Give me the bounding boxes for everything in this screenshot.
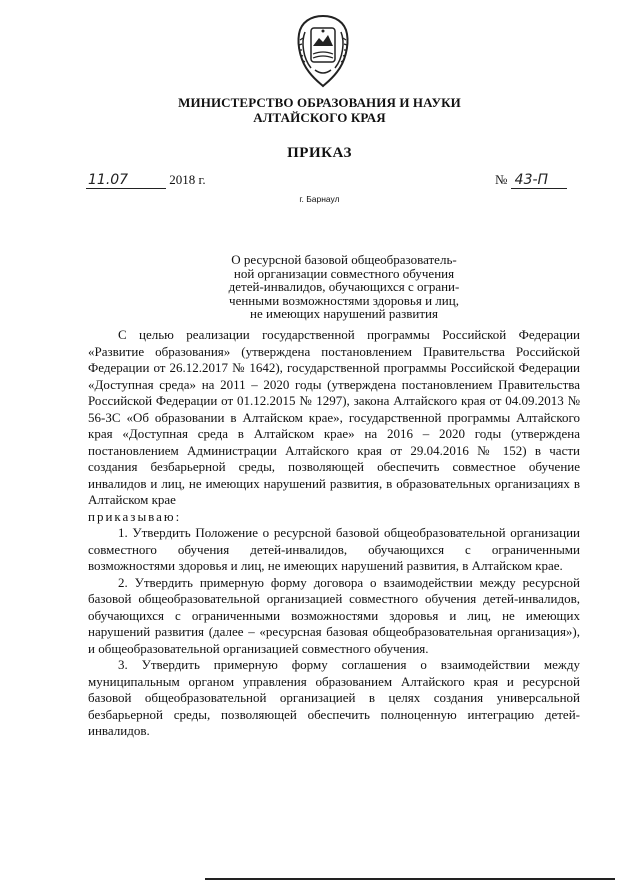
bottom-scan-edge [205,878,615,880]
city-label: г. Барнаул [299,194,340,204]
ministry-line-1: МИНИСТЕРСТВО ОБРАЗОВАНИЯ И НАУКИ [178,95,461,110]
handwritten-order-number: 43-П [511,172,567,189]
directive-word: приказываю: [88,508,182,524]
date-line [86,172,206,189]
subject-line: ной организации совместного обучения [233,265,455,281]
order-body [88,327,580,740]
year-suffix: 2018 г. [169,172,206,187]
ministry-header [0,95,639,125]
document-type-title: ПРИКАЗ [287,145,352,161]
order-item-2: 2. Утвердить примерную форму договора о взаимодействии между ресурсной базовой общеобразовательной организацией совместного обучения детей-инвалидов, обучающихся с ограниченными возможностями здоровья и лиц, не имеющих нарушений развития (далее – «ресурсная базовая общеобразовательная организация»), и общеобразовательной организацией совместного обучения. [88,574,580,656]
order-item-3: 3. Утвердить примерную форму соглашения о взаимодействии между муниципальным органом управления образованием Алтайского края и ресурсной базовой общеобразовательной организацией в целях создания универсальной безбарьерной среды, позволяющей обеспечить полноценную интеграцию детей-инвалидов. [88,657,580,738]
handwritten-date: 11.07 [86,172,166,189]
order-subject [203,253,485,321]
subject-line: не имеющих нарушений развития [250,306,438,321]
order-number-line [495,172,567,189]
subject-line: детей-инвалидов, обучающихся с ограни- [228,279,460,294]
coat-of-arms-emblem [291,12,355,90]
preamble-paragraph: С целью реализации государственной программы Российской Федерации «Развитие образования» (утверждена постановлением Правительства Российской Федерации от 26.12.2017 № 1642), государственной программы Российской Федерации «Доступная среда» на 2011 – 2020 годы (утверждена постановлением Правительства Российской Федерации от 01.12.2015 № 1297), закона Алтайского края от 04.09.2013 № 56-ЗС «Об образовании в Алтайском крае», государственной программы Алтайского края «Доступная среда в Алтайском крае» на 2016 – 2020 годы (утверждена постановлением Администрации Алтайского края от 29.04.2016 № 152) в части создания безбарьерной среды, позволяющей обеспечить совместное обучение инвалидов и лиц, не имеющих нарушений развития, в образовательных организациях в Алтайском крае [88,327,580,507]
ministry-line-2: АЛТАЙСКОГО КРАЯ [253,110,386,125]
subject-line: О ресурсной базовой общеобразователь- [231,252,457,267]
order-item-1: 1. Утвердить Положение о ресурсной базовой общеобразовательной организации совместного обучения детей-инвалидов, обучающихся с ограниченными возможностями здоровья и лиц, не имеющих нарушений развития, в Алтайском крае. [88,525,580,573]
number-sign: № [495,172,508,187]
subject-line: ченными возможностями здоровья и лиц, [229,292,459,308]
